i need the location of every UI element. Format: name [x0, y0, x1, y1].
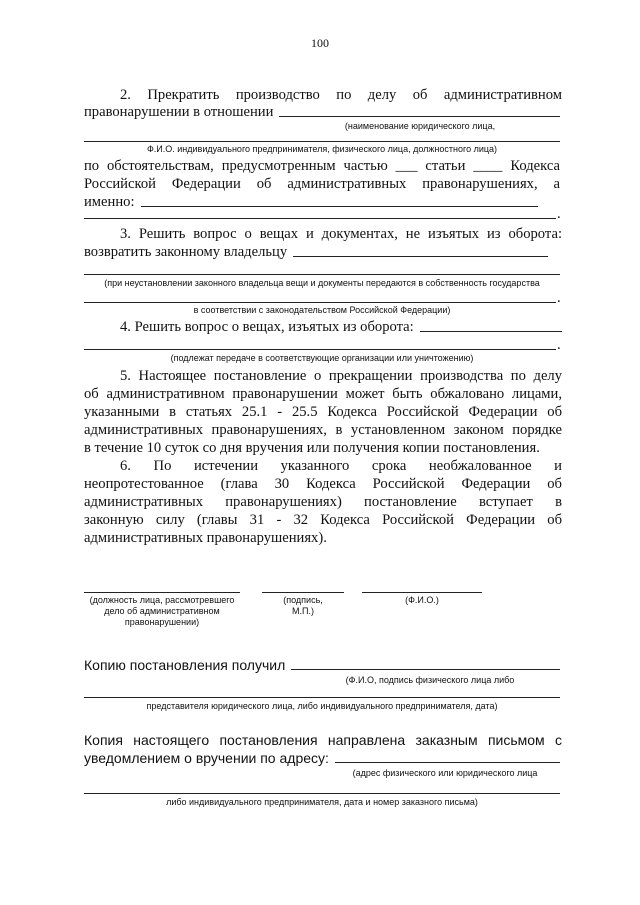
p3-caption-2: в соответствии с законодательством Российской Федерации) — [193, 305, 451, 315]
official-caption-2: дело об административном — [104, 606, 220, 616]
p6-line-2: неопротестованное (глава 30 Кодекса Российской Федерации об — [84, 476, 562, 492]
p2-line-5: именно: — [84, 194, 135, 210]
p4-end-period: . — [557, 337, 561, 353]
official-position-blank[interactable] — [84, 592, 240, 593]
official-caption-3: правонарушении) — [124, 617, 200, 627]
p2-name-blank[interactable] — [279, 116, 560, 117]
p6-line-4: законную силу (главы 31 - 32 Кодекса Российской Федерации об — [84, 512, 562, 528]
copy-sent-caption-2: либо индивидуального предпринимателя, дата и номер заказного письма) — [166, 797, 478, 807]
fio-caption: (Ф.И.О.) — [405, 595, 439, 605]
copy-sent-address-blank[interactable] — [335, 762, 560, 763]
p5-line-1: 5. Настоящее постановление о прекращении производства по делу — [120, 368, 562, 384]
p2-name-blank-2[interactable] — [84, 141, 560, 142]
p6-line-5: административных правонарушениях). — [84, 530, 327, 546]
copy-received-label: Копию постановления получил — [84, 657, 286, 673]
p2-line-5-row — [84, 193, 538, 211]
copy-received-blank-2[interactable] — [84, 697, 560, 698]
p2-line-2: правонарушении в отношении — [84, 104, 274, 120]
p4-items-blank-2[interactable] — [84, 349, 556, 350]
p2-end-period: . — [557, 206, 561, 222]
p5-line-5: в течение 10 суток со дня вручения или получения копии постановления. — [84, 440, 540, 456]
p2-reason-blank-2[interactable] — [84, 218, 556, 219]
p3-end-period: . — [557, 290, 561, 306]
p4-line-1-row — [120, 318, 562, 336]
copy-received-caption-2: представителя юридического лица, либо индивидуального предпринимателя, дата) — [146, 701, 498, 711]
copy-sent-line-2-row — [84, 749, 560, 767]
p2-line-4: Российской Федерации об административных правонарушениях, а — [84, 176, 560, 192]
p3-line-1: 3. Решить вопрос о вещах и документах, не изъятых из оборота: — [120, 226, 562, 242]
copy-received-caption-1: (Ф.И.О, подпись физического лица либо — [345, 675, 515, 685]
p3-owner-blank-2[interactable] — [84, 274, 560, 275]
p5-line-4: административных правонарушениях, в установленном законом порядке — [84, 422, 562, 438]
copy-sent-line-2: уведомлением о вручении по адресу: — [84, 750, 329, 766]
p4-line-1: 4. Решить вопрос о вещах, изъятых из оборота: — [120, 319, 414, 335]
p3-line-2: возвратить законному владельцу — [84, 244, 288, 260]
p4-caption-1: (подлежат передаче в соответствующие организации или уничтожению) — [170, 353, 474, 363]
official-caption-1: (должность лица, рассмотревшего — [89, 595, 235, 605]
p5-line-3: указанными в статьях 25.1 - 25.5 Кодекса Российской Федерации об — [84, 404, 562, 420]
p2-caption-2: Ф.И.О. индивидуального предпринимателя, физического лица, должностного лица) — [146, 144, 498, 154]
p2-line-1: 2. Прекратить производство по делу об административном — [120, 87, 562, 103]
p2-line-2-row — [84, 103, 560, 121]
p3-owner-blank-3[interactable] — [84, 302, 556, 303]
copy-sent-caption-1: (адрес физического или юридического лица — [352, 768, 538, 778]
copy-sent-address-blank-2[interactable] — [84, 793, 560, 794]
signature-blank[interactable] — [262, 592, 344, 593]
p6-line-1: 6. По истечении указанного срока необжалованное и — [120, 458, 562, 474]
p2-reason-blank[interactable] — [141, 206, 539, 207]
p2-line-3: по обстоятельствам, предусмотренным частью ___ статьи ____ Кодекса — [84, 158, 560, 174]
p2-caption-1: (наименование юридического лица, — [344, 121, 496, 131]
p6-line-3: административных правонарушениях) постановление вступает в — [84, 494, 562, 510]
p5-line-2: об административном правонарушении может быть обжаловано лицами, — [84, 386, 562, 402]
sign-caption-1: (подпись, — [283, 595, 323, 605]
p3-owner-blank[interactable] — [293, 256, 548, 257]
fio-blank[interactable] — [362, 592, 482, 593]
p4-items-blank[interactable] — [420, 331, 562, 332]
p3-caption-1: (при неустановлении законного владельца вещи и документы передаются в собственность государства — [104, 278, 540, 288]
p3-line-2-row — [84, 243, 548, 261]
copy-received-row — [84, 656, 560, 674]
sign-caption-2: М.П.) — [292, 606, 314, 616]
copy-sent-line-1: Копия настоящего постановления направлена заказным письмом с — [84, 732, 562, 748]
page-number: 100 — [311, 36, 329, 50]
copy-received-blank[interactable] — [291, 669, 560, 670]
